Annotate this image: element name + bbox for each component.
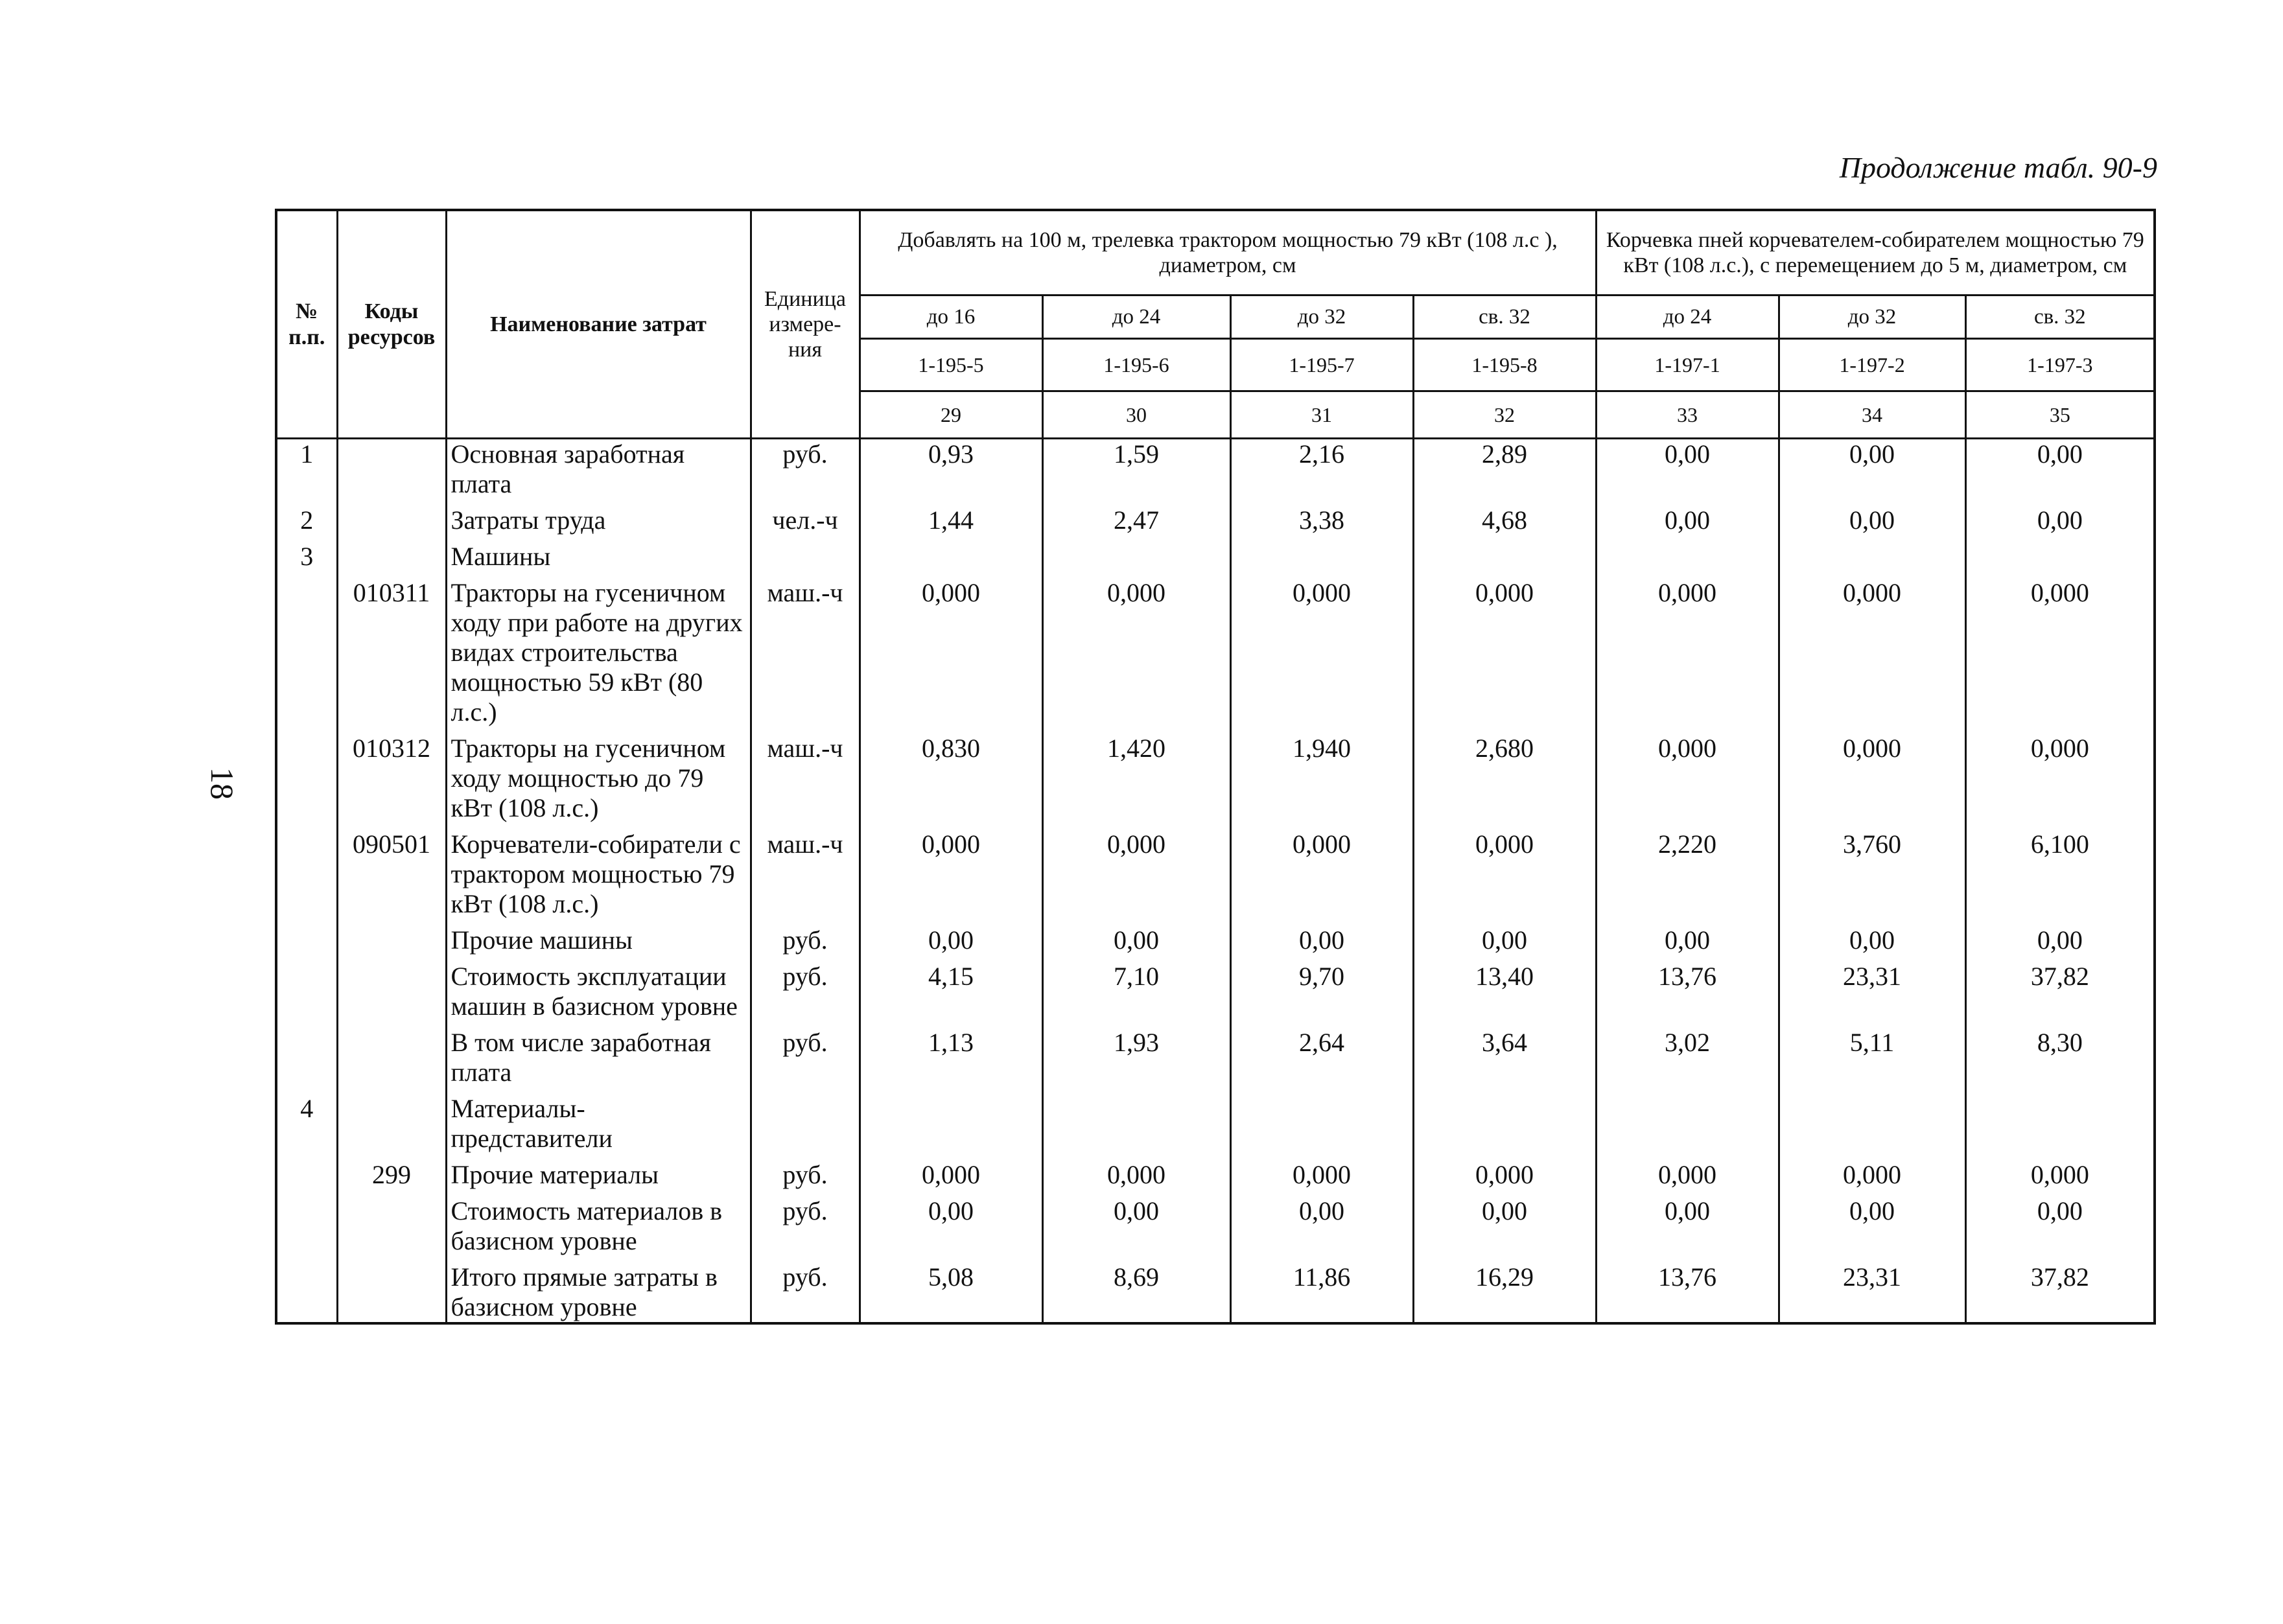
continuation-label: Продолжение табл. 90-9 — [1839, 151, 2157, 184]
value-cell — [1596, 1087, 1779, 1154]
table-row — [276, 823, 2155, 919]
value-cell: 5,11 — [1779, 1021, 1965, 1087]
resource-code — [337, 535, 446, 572]
resource-code — [337, 1087, 446, 1154]
subcolumn-label: св. 32 — [1965, 296, 2155, 339]
resource-code: 090501 — [337, 823, 446, 919]
row-number — [276, 1256, 337, 1323]
table-row — [276, 572, 2155, 727]
value-cell: 0,00 — [860, 1190, 1042, 1256]
value-cell: 0,000 — [1779, 727, 1965, 823]
value-cell: 0,000 — [1596, 727, 1779, 823]
norm-code: 1-197-2 — [1779, 339, 1965, 391]
value-cell: 0,000 — [860, 823, 1042, 919]
value-cell: 0,000 — [1596, 1154, 1779, 1190]
unit: руб. — [751, 955, 860, 1021]
value-cell: 1,44 — [860, 499, 1042, 535]
value-cell — [1042, 535, 1230, 572]
value-cell: 3,38 — [1230, 499, 1413, 535]
cost-name: Итого прямые затраты в базисном уровне — [446, 1256, 751, 1323]
value-cell: 4,15 — [860, 955, 1042, 1021]
value-cell: 3,760 — [1779, 823, 1965, 919]
cost-name: Тракторы на гусеничном ходу при работе на других видах строительства мощностью 59 кВт (80 л.с.) — [446, 572, 751, 727]
value-cell: 2,16 — [1230, 439, 1413, 500]
cost-name: Стоимость материалов в базисном уровне — [446, 1190, 751, 1256]
value-cell: 9,70 — [1230, 955, 1413, 1021]
value-cell — [1042, 1087, 1230, 1154]
unit: руб. — [751, 1256, 860, 1323]
value-cell: 3,64 — [1413, 1021, 1596, 1087]
unit — [751, 1087, 860, 1154]
value-cell: 13,76 — [1596, 1256, 1779, 1323]
table-row — [276, 439, 2155, 500]
value-cell — [860, 1087, 1042, 1154]
value-cell: 0,00 — [1042, 919, 1230, 955]
value-cell: 0,000 — [1413, 572, 1596, 727]
value-cell: 0,00 — [1596, 919, 1779, 955]
value-cell: 0,000 — [1779, 1154, 1965, 1190]
value-cell: 0,000 — [1596, 572, 1779, 727]
value-cell: 2,680 — [1413, 727, 1596, 823]
row-number — [276, 572, 337, 727]
value-cell: 0,000 — [1413, 1154, 1596, 1190]
value-cell: 0,000 — [1230, 572, 1413, 727]
value-cell — [1230, 535, 1413, 572]
resource-code — [337, 1256, 446, 1323]
value-cell: 5,08 — [860, 1256, 1042, 1323]
table-row — [276, 1256, 2155, 1323]
resource-code: 010311 — [337, 572, 446, 727]
norm-code: 1-195-8 — [1413, 339, 1596, 391]
table-row — [276, 1190, 2155, 1256]
value-cell: 0,00 — [1779, 919, 1965, 955]
value-cell: 0,000 — [1965, 572, 2155, 727]
cost-name: Материалы-представители — [446, 1087, 751, 1154]
subcolumn-label: до 24 — [1596, 296, 1779, 339]
cost-name: Корчеватели-собиратели с трактором мощностью 79 кВт (108 л.с.) — [446, 823, 751, 919]
value-cell: 13,76 — [1596, 955, 1779, 1021]
column-number: 31 — [1230, 391, 1413, 439]
resource-code: 299 — [337, 1154, 446, 1190]
row-number — [276, 919, 337, 955]
value-cell: 0,00 — [1965, 1190, 2155, 1256]
value-cell: 0,00 — [860, 919, 1042, 955]
resource-code — [337, 439, 446, 500]
row-number: 2 — [276, 499, 337, 535]
cost-name: Стоимость эксплуатации машин в базисном уровне — [446, 955, 751, 1021]
table-row — [276, 955, 2155, 1021]
resource-code — [337, 919, 446, 955]
value-cell: 0,000 — [860, 572, 1042, 727]
resource-code — [337, 499, 446, 535]
row-number — [276, 727, 337, 823]
table-row — [276, 727, 2155, 823]
unit — [751, 535, 860, 572]
row-number: 1 — [276, 439, 337, 500]
value-cell — [1230, 1087, 1413, 1154]
table-row — [276, 1021, 2155, 1087]
value-cell — [1965, 535, 2155, 572]
value-cell — [1965, 1087, 2155, 1154]
cost-name: Основная заработная плата — [446, 439, 751, 500]
value-cell: 0,000 — [1965, 1154, 2155, 1190]
unit: руб. — [751, 1021, 860, 1087]
row-number: 3 — [276, 535, 337, 572]
value-cell: 23,31 — [1779, 1256, 1965, 1323]
resource-code: 010312 — [337, 727, 446, 823]
value-cell: 0,000 — [1042, 572, 1230, 727]
value-cell: 0,00 — [1965, 439, 2155, 500]
value-cell: 0,000 — [860, 1154, 1042, 1190]
cost-name: Прочие машины — [446, 919, 751, 955]
value-cell: 0,00 — [1596, 439, 1779, 500]
row-number — [276, 955, 337, 1021]
value-cell: 0,000 — [1230, 1154, 1413, 1190]
column-number: 33 — [1596, 391, 1779, 439]
value-cell: 4,68 — [1413, 499, 1596, 535]
value-cell: 0,00 — [1042, 1190, 1230, 1256]
resource-code — [337, 1021, 446, 1087]
value-cell: 7,10 — [1042, 955, 1230, 1021]
header-num: № п.п. — [276, 210, 337, 439]
column-number: 35 — [1965, 391, 2155, 439]
table-body — [276, 439, 2155, 1324]
unit: маш.-ч — [751, 572, 860, 727]
resource-table — [275, 209, 2156, 1325]
unit: руб. — [751, 919, 860, 955]
column-number: 29 — [860, 391, 1042, 439]
column-number: 34 — [1779, 391, 1965, 439]
value-cell: 8,69 — [1042, 1256, 1230, 1323]
value-cell: 0,00 — [1596, 499, 1779, 535]
norm-code: 1-195-7 — [1230, 339, 1413, 391]
column-number: 30 — [1042, 391, 1230, 439]
value-cell: 0,000 — [1042, 823, 1230, 919]
value-cell: 8,30 — [1965, 1021, 2155, 1087]
table-row — [276, 919, 2155, 955]
cost-name: Прочие материалы — [446, 1154, 751, 1190]
table-row — [276, 1154, 2155, 1190]
value-cell — [860, 535, 1042, 572]
unit: маш.-ч — [751, 727, 860, 823]
value-cell: 16,29 — [1413, 1256, 1596, 1323]
value-cell: 2,220 — [1596, 823, 1779, 919]
value-cell: 37,82 — [1965, 1256, 2155, 1323]
header-unit: Единица измере-ния — [751, 210, 860, 439]
header-group-skidding: Добавлять на 100 м, трелевка трактором мощностью 79 кВт (108 л.с ), диаметром, см — [860, 210, 1596, 296]
row-number — [276, 1154, 337, 1190]
cost-name: Машины — [446, 535, 751, 572]
value-cell: 3,02 — [1596, 1021, 1779, 1087]
value-cell: 1,59 — [1042, 439, 1230, 500]
value-cell: 0,000 — [1230, 823, 1413, 919]
value-cell: 0,00 — [1779, 499, 1965, 535]
cost-name: В том числе заработная плата — [446, 1021, 751, 1087]
subcolumn-label: до 24 — [1042, 296, 1230, 339]
norm-code: 1-195-6 — [1042, 339, 1230, 391]
value-cell: 0,93 — [860, 439, 1042, 500]
value-cell: 1,940 — [1230, 727, 1413, 823]
value-cell — [1596, 535, 1779, 572]
row-number: 4 — [276, 1087, 337, 1154]
unit: руб. — [751, 439, 860, 500]
value-cell: 2,64 — [1230, 1021, 1413, 1087]
norm-code: 1-195-5 — [860, 339, 1042, 391]
value-cell: 0,00 — [1230, 1190, 1413, 1256]
norm-code: 1-197-3 — [1965, 339, 2155, 391]
value-cell: 0,00 — [1779, 1190, 1965, 1256]
value-cell: 1,93 — [1042, 1021, 1230, 1087]
row-number — [276, 1190, 337, 1256]
value-cell: 0,00 — [1413, 919, 1596, 955]
value-cell: 6,100 — [1965, 823, 2155, 919]
unit: маш.-ч — [751, 823, 860, 919]
value-cell: 0,00 — [1596, 1190, 1779, 1256]
row-number — [276, 823, 337, 919]
unit: руб. — [751, 1154, 860, 1190]
header-group-uprooting: Корчевка пней корчевателем-собирателем мощностью 79 кВт (108 л.с.), с перемещением до 5 м, диаметром, см — [1596, 210, 2155, 296]
value-cell: 11,86 — [1230, 1256, 1413, 1323]
value-cell: 0,00 — [1779, 439, 1965, 500]
value-cell: 0,000 — [1779, 572, 1965, 727]
value-cell: 0,00 — [1413, 1190, 1596, 1256]
value-cell: 0,000 — [1965, 727, 2155, 823]
subcolumn-label: до 32 — [1230, 296, 1413, 339]
column-number: 32 — [1413, 391, 1596, 439]
value-cell — [1779, 535, 1965, 572]
header-name: Наименование затрат — [446, 210, 751, 439]
value-cell: 0,00 — [1230, 919, 1413, 955]
norm-code: 1-197-1 — [1596, 339, 1779, 391]
value-cell: 0,00 — [1965, 919, 2155, 955]
table-row — [276, 499, 2155, 535]
value-cell: 0,000 — [1413, 823, 1596, 919]
cost-name: Тракторы на гусеничном ходу мощностью до 79 кВт (108 л.с.) — [446, 727, 751, 823]
value-cell: 0,000 — [1042, 1154, 1230, 1190]
value-cell: 0,830 — [860, 727, 1042, 823]
row-number — [276, 1021, 337, 1087]
value-cell: 2,89 — [1413, 439, 1596, 500]
value-cell — [1413, 1087, 1596, 1154]
value-cell: 1,13 — [860, 1021, 1042, 1087]
value-cell: 23,31 — [1779, 955, 1965, 1021]
value-cell: 37,82 — [1965, 955, 2155, 1021]
table-row — [276, 1087, 2155, 1154]
value-cell: 13,40 — [1413, 955, 1596, 1021]
subcolumn-label: до 16 — [860, 296, 1042, 339]
subcolumn-label: св. 32 — [1413, 296, 1596, 339]
page-number: 18 — [204, 767, 240, 800]
table-row — [276, 535, 2155, 572]
header-codes: Коды ресурсов — [337, 210, 446, 439]
value-cell: 0,00 — [1965, 499, 2155, 535]
value-cell: 1,420 — [1042, 727, 1230, 823]
resource-code — [337, 1190, 446, 1256]
unit: руб. — [751, 1190, 860, 1256]
value-cell: 2,47 — [1042, 499, 1230, 535]
resource-code — [337, 955, 446, 1021]
value-cell — [1413, 535, 1596, 572]
cost-name: Затраты труда — [446, 499, 751, 535]
value-cell — [1779, 1087, 1965, 1154]
unit: чел.-ч — [751, 499, 860, 535]
subcolumn-label: до 32 — [1779, 296, 1965, 339]
